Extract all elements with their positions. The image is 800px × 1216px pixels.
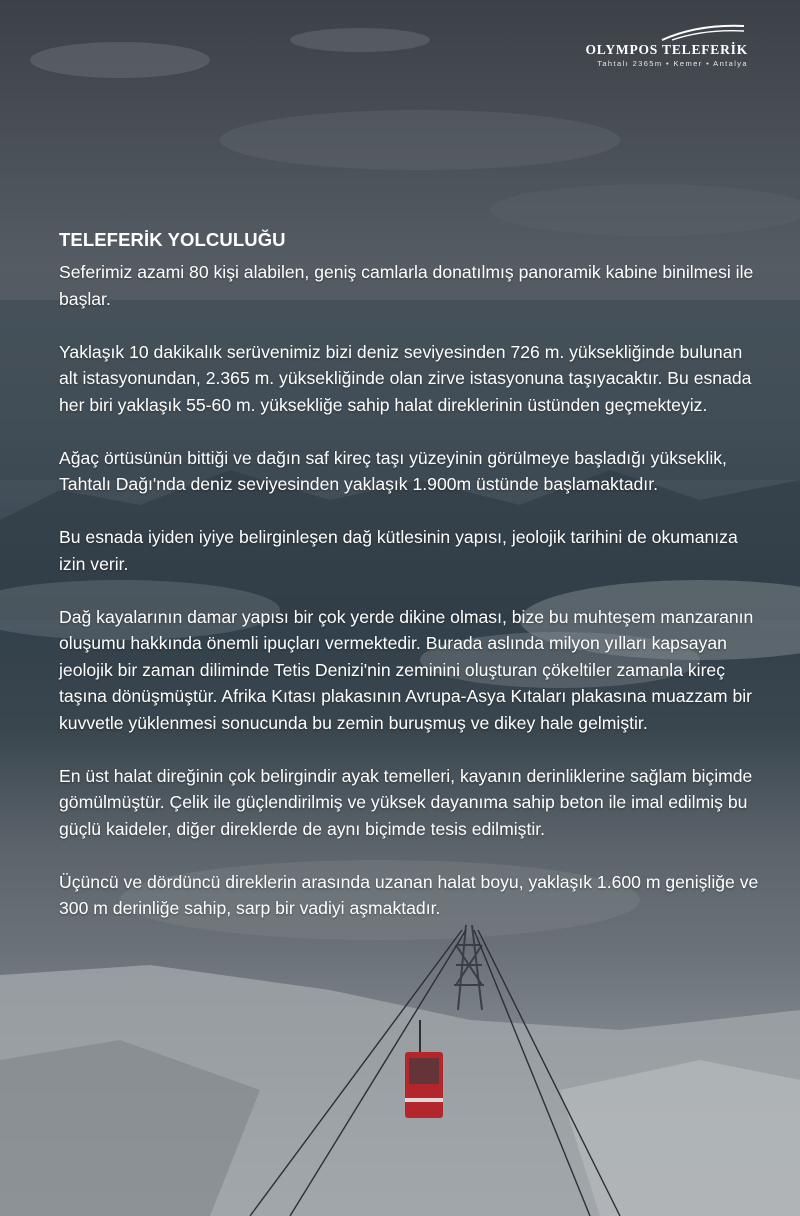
paragraph-4: Bu esnada iyiden iyiye belirginleşen dağ kütlesinin yapısı, jeolojik tarihini de okumanıza izin verir. (59, 527, 738, 574)
article (59, 229, 764, 948)
brand-logo[interactable] (578, 22, 748, 72)
paragraph-2: Yaklaşık 10 dakikalık serüvenimiz bizi deniz seviyesinden 726 m. yüksekliğinde bulunan alt istasyonundan, 2.365 m. yüksekliğinde olan zirve istasyonuna taşıyacaktır. Bu esnada her biri yaklaşık 55-60 m. yüksekliğe sahip halat direklerinin üstünden geçmekteyiz. (59, 341, 752, 415)
brand-tagline: Tahtalı 2365m • Kemer • Antalya (597, 59, 748, 68)
paragraph-1: Seferimiz azami 80 kişi alabilen, geniş camlarla donatılmış panoramik kabine binilmesi ile başlar. (59, 262, 754, 309)
article-title: TELEFERİK YOLCULUĞU (59, 229, 286, 250)
paragraph-3: Ağaç örtüsünün bittiği ve dağın saf kireç taşı yüzeyinin görülmeye başladığı yükseklik, Tahtalı Dağı'nda deniz seviyesinden yaklaşık 1.900m üstünde başlamaktadır. (59, 447, 727, 494)
paragraph-5: Dağ kayalarının damar yapısı bir çok yerde dikine olması, bize bu muhteşem manzaranın oluşumu hakkında önemli ipuçları vermektedir. Burada aslında milyon yılları kapsayan jeolojik bir zaman diliminde Tetis Denizi'nin zeminini oluşturan çökeltiler zamanla kireç taşına dönüşmüştür. Afrika Kıtası plakasının Avrupa-Asya Kıtaları plakasına muazzam bir kuvvetle yüklenmesi sonucunda bu zemin buruşmuş ve dikey hale gelmiştir. (59, 606, 754, 733)
brand-name: OLYMPOS TELEFERİK (585, 42, 748, 57)
paragraph-6: En üst halat direğinin çok belirgindir ayak temelleri, kayanın derinliklerine sağlam biçimde gömülmüştür. Çelik ile güçlendirilmiş ve yüksek dayanıma sahip beton ile imal edilmiş bu güçlü kaideler, diğer direklerde de aynı biçimde tesis edilmiştir. (59, 765, 753, 839)
cable-arc-icon (658, 22, 748, 42)
paragraph-7: Üçüncü ve dördüncü direklerin arasında uzanan halat boyu, yaklaşık 1.600 m genişliğe ve 300 m derinliğe sahip, sarp bir vadiyi aşmaktadır. (59, 871, 759, 918)
